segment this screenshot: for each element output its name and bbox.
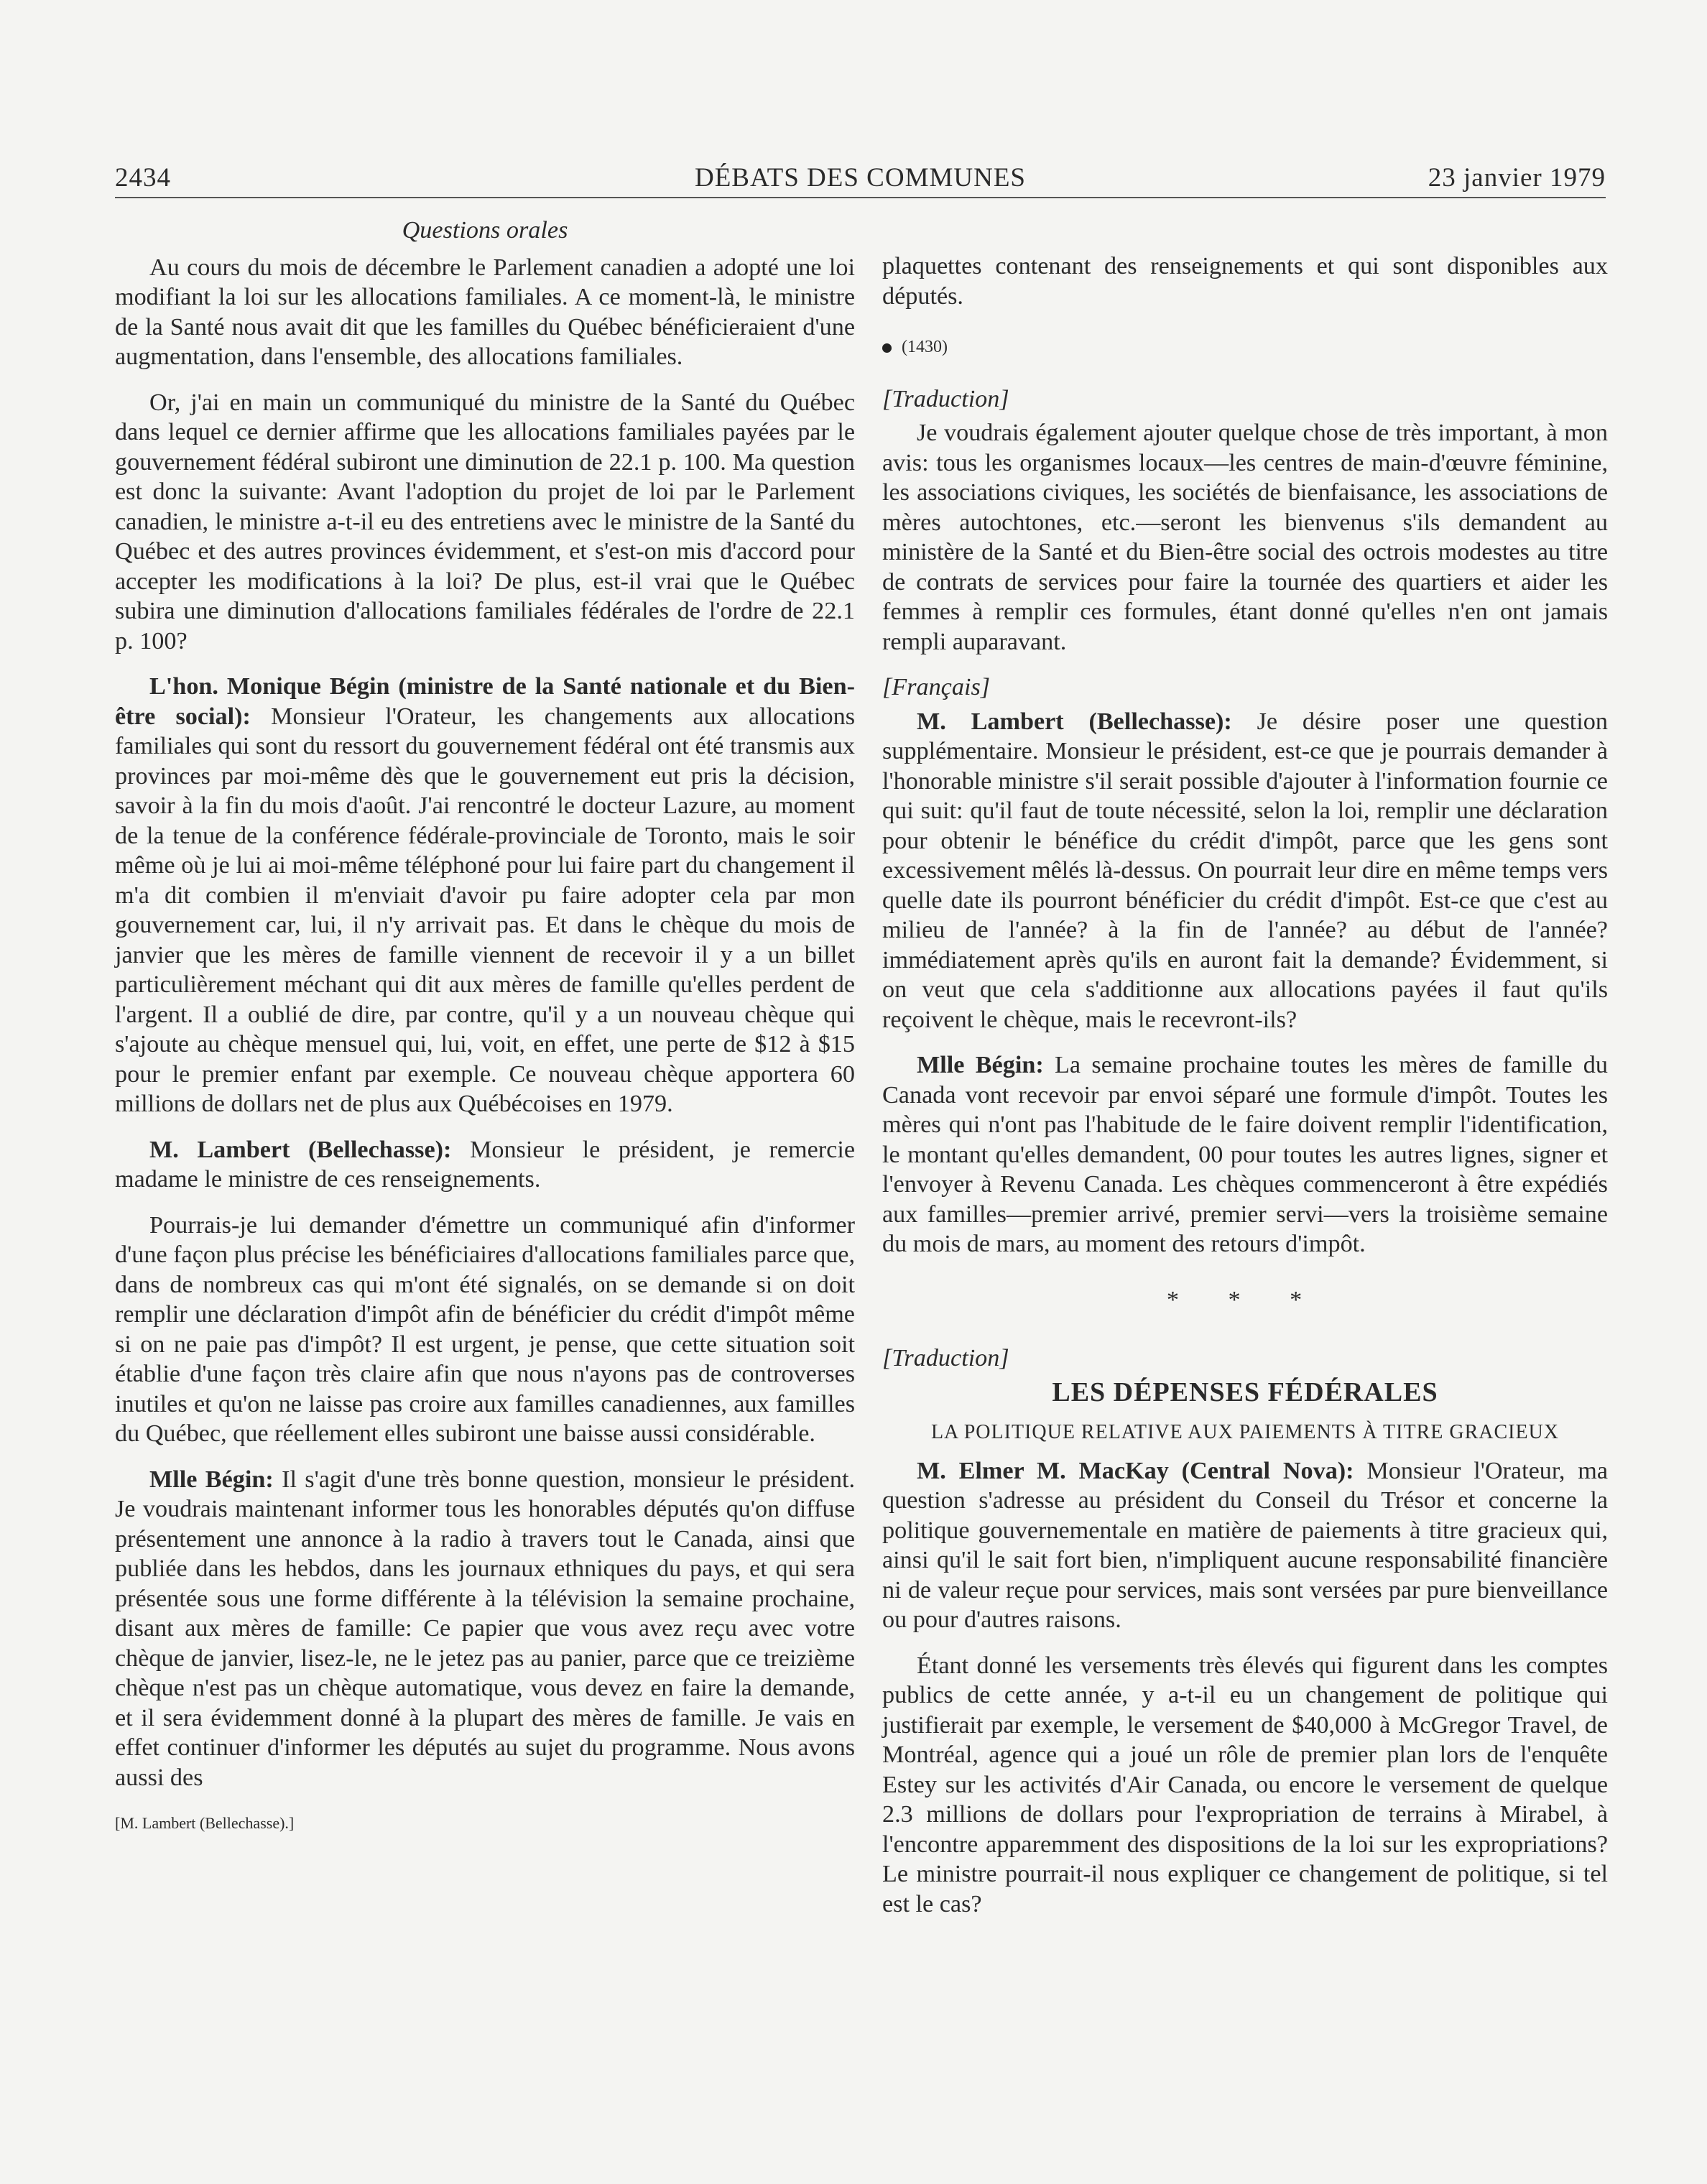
speaker-name: M. Elmer M. MacKay (Central Nova):: [917, 1457, 1354, 1484]
speech-text: Monsieur l'Orateur, les changements aux allocations familiales qui sont du ressort du gouvernement fédéral ont été transmis aux provinces par moi-même dès que le gouvernement eut pris la décision, savoir à la fin du mois d'août. J'ai rencontré le docteur Lazure, au moment de la tenue de la conférence fédérale-provinciale de Toronto, mais le soir même où je lui ai moi-même téléphoné pour lui faire part du changement il m'a dit combien il m'enviait d'avoir pu faire adopter cela par mon gouvernement car, lui, il n'y arrivait pas. Et dans le chèque du mois de janvier que les mères de famille viennent de recevoir il y a un billet particulièrement méchant qui dit aux mères de famille qu'elles perdent de l'argent. Il a oublié de dire, par contre, qu'il y a un nouveau chèque qui s'ajoute au chèque mensuel qui, lui, voit, en effet, une perte de $12 à $15 pour le premier enfant par exemple. Ce nouveau chèque apportera 60 millions de dollars net de plus aux Québécoises en 1979.: [115, 703, 855, 1117]
paragraph: Je voudrais également ajouter quelque chose de très important, à mon avis: tous les organismes locaux—les centres de main-d'œuvre féminine, les associations civiques, les sociétés de bienfaisance, les associations de mères autochtones, etc.—seront les bienvenus s'ils demandent au ministère de la Santé et du Bien-être social des octrois modestes au titre de contrats de services pour faire la tournée des quartiers et aider les femmes à remplir ces formules, étant donné qu'elles n'en ont jamais rempli auparavant.: [882, 420, 1608, 655]
bullet-icon: [882, 343, 892, 353]
speech-text: Monsieur le président, je remercie madame le ministre de ces renseignements.: [115, 1136, 855, 1193]
journal-title: DÉBATS DES COMMUNES: [694, 163, 1026, 193]
section-subheading: LA POLITIQUE RELATIVE AUX PAIEMENTS À TITRE GRACIEUX: [930, 1421, 1560, 1443]
language-label: [Traduction]: [882, 385, 1009, 412]
paragraph: Or, j'ai en main un communiqué du ministre de la Santé du Québec dans lequel ce dernier affirme que les allocations familiales payées par le gouvernement fédéral subiront une diminution de 22.1 p. 100. Ma question est donc la suivante: Avant l'adoption du projet de loi par le Parlement canadien, le ministre a-t-il eu des entretiens avec le ministre de la Santé du Québec et des autres provinces évidemment, et s'est-on mis d'accord pour accepter les modifications à la loi? De plus, est-il vrai que le Québec subira une diminution d'allocations familiales fédérales de l'ordre de 22.1 p. 100?: [115, 389, 855, 654]
time-marker: [882, 333, 1608, 363]
language-label: [Traduction]: [882, 1345, 1009, 1371]
page-header: [115, 159, 1606, 198]
speech-text: Je désire poser une question supplémentaire. Monsieur le président, est-ce que je pourrais demander à l'honorable ministre s'il serait possible d'ajouter à l'information fournie ce qui suit: qu'il faut de toute nécessité, selon la loi, remplir une déclaration pour obtenir le bénéfice du crédit d'impôt, parce que les gens sont excessivement mêlés là-dessus. On pourrait leur dire en même temps vers quelle date ils pourront bénéficier du crédit d'impôt. Est-ce que c'est au milieu de l'année? à la fin de l'année? au début de l'année? immédiatement après qu'ils en auront fait la demande? Évidemment, si on veut que cela s'additionne aux allocations payées il faut qu'ils reçoivent le chèque, mais le recevront-ils?: [882, 708, 1608, 1033]
right-column: [882, 251, 1608, 1935]
language-label: [Français]: [882, 674, 991, 700]
speech-text: La semaine prochaine toutes les mères de famille du Canada vont recevoir par envoi séparé une formule d'impôt. Toutes les mères qui n'ont pas l'habitude de le faire doivent remplir l'identification, le montant qu'elles demandent, 00 pour toutes les autres lignes, signer et l'envoyer à Revenu Canada. Les chèques commenceront à être expédiés aux familles—premier arrivé, premier servi—vers la troisième semaine du mois de mars, au moment des retours d'impôt.: [882, 1052, 1608, 1257]
page-date: 23 janvier 1979: [1428, 163, 1606, 193]
speech-text: Il s'agit d'une très bonne question, monsieur le président. Je voudrais maintenant informer tous les honorables députés qu'on diffuse présentement une annonce à la radio à travers tout le Canada, ainsi que publiée dans les hebdos, dans les journaux ethniques du pays, et qui sera présentée sous une forme différente à la télévision la semaine prochaine, disant aux mères de famille: Ce papier que vous avez reçu avec votre chèque de janvier, lisez-le, ne le jetez pas au panier, parce que ce treizième chèque n'est pas un chèque automatique, vous devez en faire la demande, et il sera évidemment donné à la plupart des mères de famille. Je vais en effet continuer d'informer les députés au sujet du programme. Nous avons aussi des: [115, 1466, 855, 1791]
footnote: [M. Lambert (Bellechasse).]: [115, 1814, 295, 1832]
section-label: Questions orales: [402, 217, 568, 244]
paragraph: Au cours du mois de décembre le Parlement canadien a adopté une loi modifiant la loi sur les allocations familiales. A ce moment-là, le ministre de la Santé nous avait dit que les familles du Québec bénéficieraient d'une augmentation, dans l'ensemble, des allocations familiales.: [115, 254, 855, 370]
section-separator: * * *: [1166, 1286, 1324, 1313]
timestamp: (1430): [902, 338, 948, 356]
page-number: 2434: [115, 163, 171, 193]
left-column: [115, 216, 855, 1854]
speaker-name: M. Lambert (Bellechasse):: [149, 1136, 452, 1163]
paragraph: plaquettes contenant des renseignements et qui sont disponibles aux députés.: [882, 253, 1608, 310]
section-heading: LES DÉPENSES FÉDÉRALES: [1052, 1376, 1438, 1407]
speaker-name: Mlle Bégin:: [149, 1466, 274, 1493]
speech-paragraph: [882, 707, 1608, 1035]
paragraph: Pourrais-je lui demander d'émettre un communiqué afin d'informer d'une façon plus précise les bénéficiaires d'allocations familiales parce que, dans de nombreux cas qui m'ont été signalés, on se demande si on doit remplir une déclaration d'impôt afin de bénéficier du crédit d'impôt même si on ne paie pas d'impôt? Il est urgent, je pense, que cette situation soit établie d'une façon très claire afin que nous n'ayons pas de controverses inutiles et qu'on ne laisse pas croire aux familles canadiennes, aux familles du Québec, que réellement elles subiront une baisse aussi considérable.: [115, 1211, 855, 1447]
speaker-name: L'hon. Monique Bégin (ministre de la Santé nationale et du Bien-être social):: [115, 673, 855, 730]
speech-paragraph: [115, 672, 855, 1119]
speaker-name: M. Lambert (Bellechasse):: [917, 708, 1232, 735]
speech-paragraph: [882, 1456, 1608, 1635]
speaker-name: Mlle Bégin:: [917, 1052, 1044, 1078]
speech-paragraph: [882, 1050, 1608, 1259]
speech-text: Monsieur l'Orateur, ma question s'adresse au président du Conseil du Trésor et concerne la politique gouvernementale en matière de paiements à titre gracieux qui, ainsi qu'il le sait fort bien, n'impliquent aucune responsabilité financière ni de valeur reçue pour services, mais sont versées par pure bienveillance ou pour d'autres raisons.: [882, 1457, 1608, 1633]
speech-paragraph: [115, 1465, 855, 1793]
paragraph: Étant donné les versements très élevés qui figurent dans les comptes publics de cette année, y a-t-il eu un changement de politique qui justifierait par exemple, le versement de $40,000 à McGregor Travel, de Montréal, agence qui a joué un rôle de premier plan lors de l'enquête Estey sur les activités d'Air Canada, ou encore le versement de quelque 2.3 millions de dollars pour l'expropriation de terrains à Mirabel, à l'encontre apparemment des dispositions de la loi sur les expropriations? Le ministre pourrait-il nous expliquer ce changement de politique, si tel est le cas?: [882, 1652, 1608, 1917]
speech-paragraph: [115, 1135, 855, 1195]
